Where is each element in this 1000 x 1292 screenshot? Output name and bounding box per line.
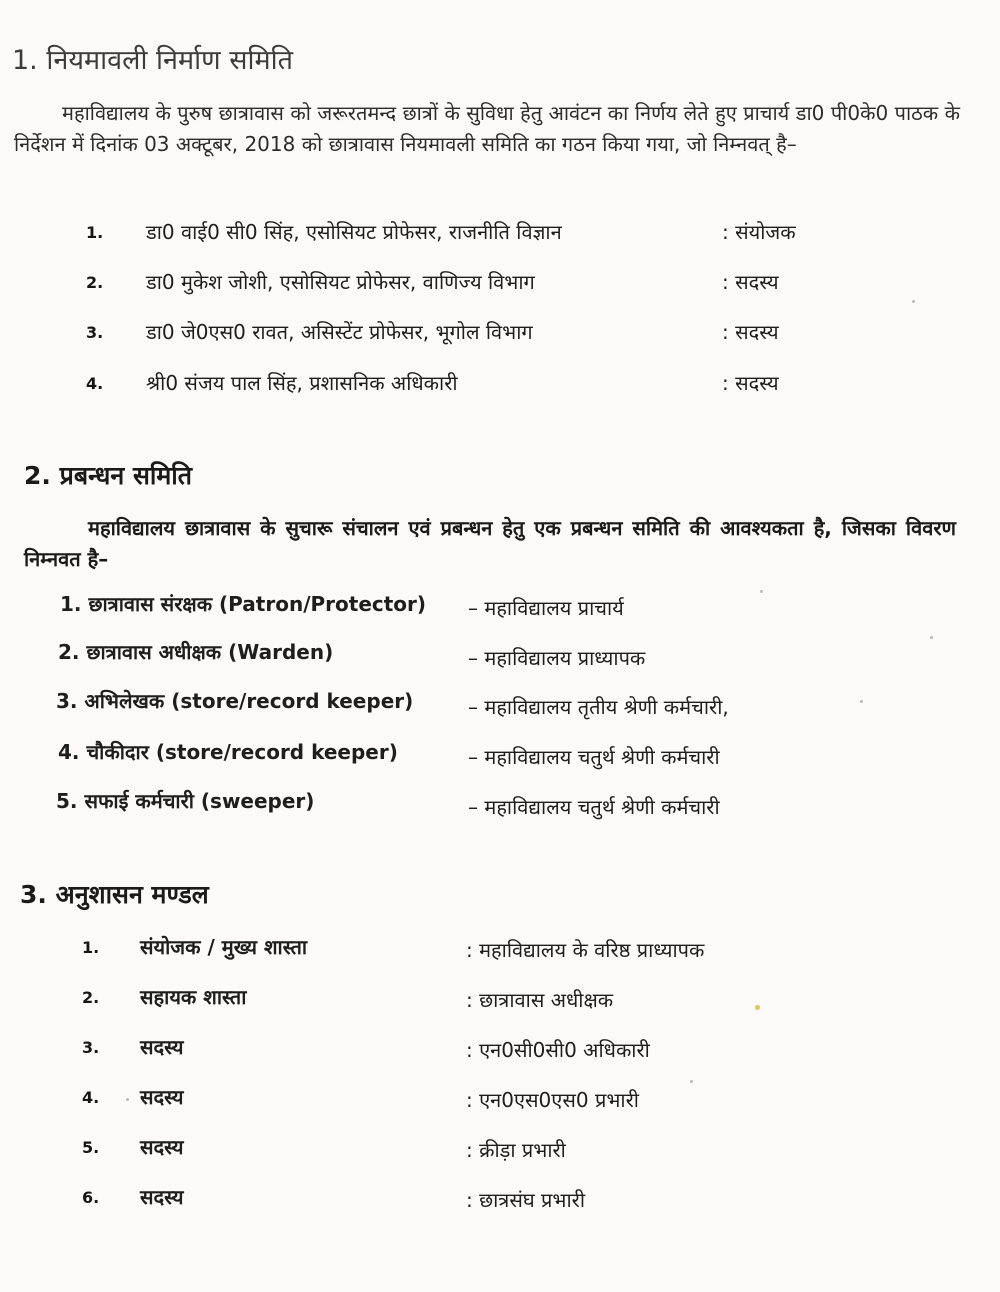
management-role: 5. सफाई कर्मचारी (sweeper) [56, 789, 315, 813]
section-1-intro: महाविद्यालय के पुरुष छात्रावास को जरूरतमन्द छात्रों के सुविधा हेतु आवंटन का निर्णय लेते हुए प्राचार्य डा0 पी0के0 पाठक के निर्देशन में दिनांक 03 अक्टूबर, 2018 को छात्रावास नियमावली समिति का गठन किया गया, जो निम्नवत् है– [14, 101, 960, 156]
discipline-role: सदस्य [140, 1035, 184, 1059]
member-num: 2. [86, 273, 104, 292]
member-role: : सदस्य [722, 270, 779, 294]
member-role: : संयोजक [722, 220, 796, 244]
management-assignee: – महाविद्यालय तृतीय श्रेणी कर्मचारी, [468, 695, 729, 719]
management-role: 1. छात्रावास संरक्षक (Patron/Protector) [60, 592, 427, 616]
section-3-heading: 3. अनुशासन मण्डल [20, 880, 209, 909]
discipline-num: 3. [82, 1038, 100, 1057]
section-2-heading: 2. प्रबन्धन समिति [24, 461, 193, 490]
scan-speck [690, 1080, 693, 1083]
management-assignee: – महाविद्यालय चतुर्थ श्रेणी कर्मचारी [468, 745, 720, 769]
member-num: 3. [86, 323, 104, 342]
management-assignee: – महाविद्यालय प्राचार्य [468, 596, 624, 620]
discipline-assignee: : छात्रसंघ प्रभारी [466, 1188, 586, 1212]
member-name: डा0 वाई0 सी0 सिंह, एसोसियट प्रोफेसर, राजनीति विज्ञान [146, 220, 562, 244]
scan-speck [760, 590, 763, 593]
discipline-assignee: : छात्रावास अधीक्षक [466, 988, 614, 1012]
scan-speck [755, 1005, 760, 1010]
member-name: डा0 मुकेश जोशी, एसोसियट प्रोफेसर, वाणिज्य विभाग [146, 270, 535, 294]
discipline-role: सदस्य [140, 1135, 184, 1159]
scan-speck [930, 636, 933, 639]
discipline-assignee: : महाविद्यालय के वरिष्ठ प्राध्यापक [466, 938, 705, 962]
management-role: 3. अभिलेखक (store/record keeper) [56, 689, 414, 713]
management-assignee: – महाविद्यालय चतुर्थ श्रेणी कर्मचारी [468, 795, 720, 819]
member-role: : सदस्य [722, 320, 779, 344]
discipline-num: 4. [82, 1088, 100, 1107]
scan-speck [860, 700, 863, 703]
discipline-role: सहायक शास्ता [140, 985, 247, 1009]
discipline-num: 1. [82, 938, 100, 957]
member-num: 4. [86, 374, 104, 393]
section-1-heading: 1. नियमावली निर्माण समिति [12, 45, 294, 76]
member-role: : सदस्य [722, 371, 779, 395]
member-num: 1. [86, 223, 104, 242]
management-assignee: – महाविद्यालय प्राध्यापक [468, 646, 646, 670]
discipline-assignee: : एन0सी0सी0 अधिकारी [466, 1038, 650, 1062]
discipline-num: 6. [82, 1188, 100, 1207]
scan-speck [126, 1098, 129, 1101]
discipline-assignee: : एन0एस0एस0 प्रभारी [466, 1088, 639, 1112]
discipline-num: 5. [82, 1138, 100, 1157]
management-role: 4. चौकीदार (store/record keeper) [58, 740, 398, 764]
section-2-intro: महाविद्यालय छात्रावास के सुचारू संचालन एवं प्रबन्धन हेतु एक प्रबन्धन समिति की आवश्यकता है, जिसका विवरण निम्नवत है– [24, 516, 956, 571]
scan-speck [912, 300, 915, 303]
discipline-num: 2. [82, 988, 100, 1007]
discipline-role: संयोजक / मुख्य शास्ता [140, 935, 308, 959]
discipline-role: सदस्य [140, 1185, 184, 1209]
discipline-role: सदस्य [140, 1085, 184, 1109]
management-role: 2. छात्रावास अधीक्षक (Warden) [58, 640, 334, 664]
member-name: श्री0 संजय पाल सिंह, प्रशासनिक अधिकारी [146, 371, 458, 395]
member-name: डा0 जे0एस0 रावत, असिस्टेंट प्रोफेसर, भूगोल विभाग [146, 320, 533, 344]
discipline-assignee: : क्रीड़ा प्रभारी [466, 1138, 566, 1162]
